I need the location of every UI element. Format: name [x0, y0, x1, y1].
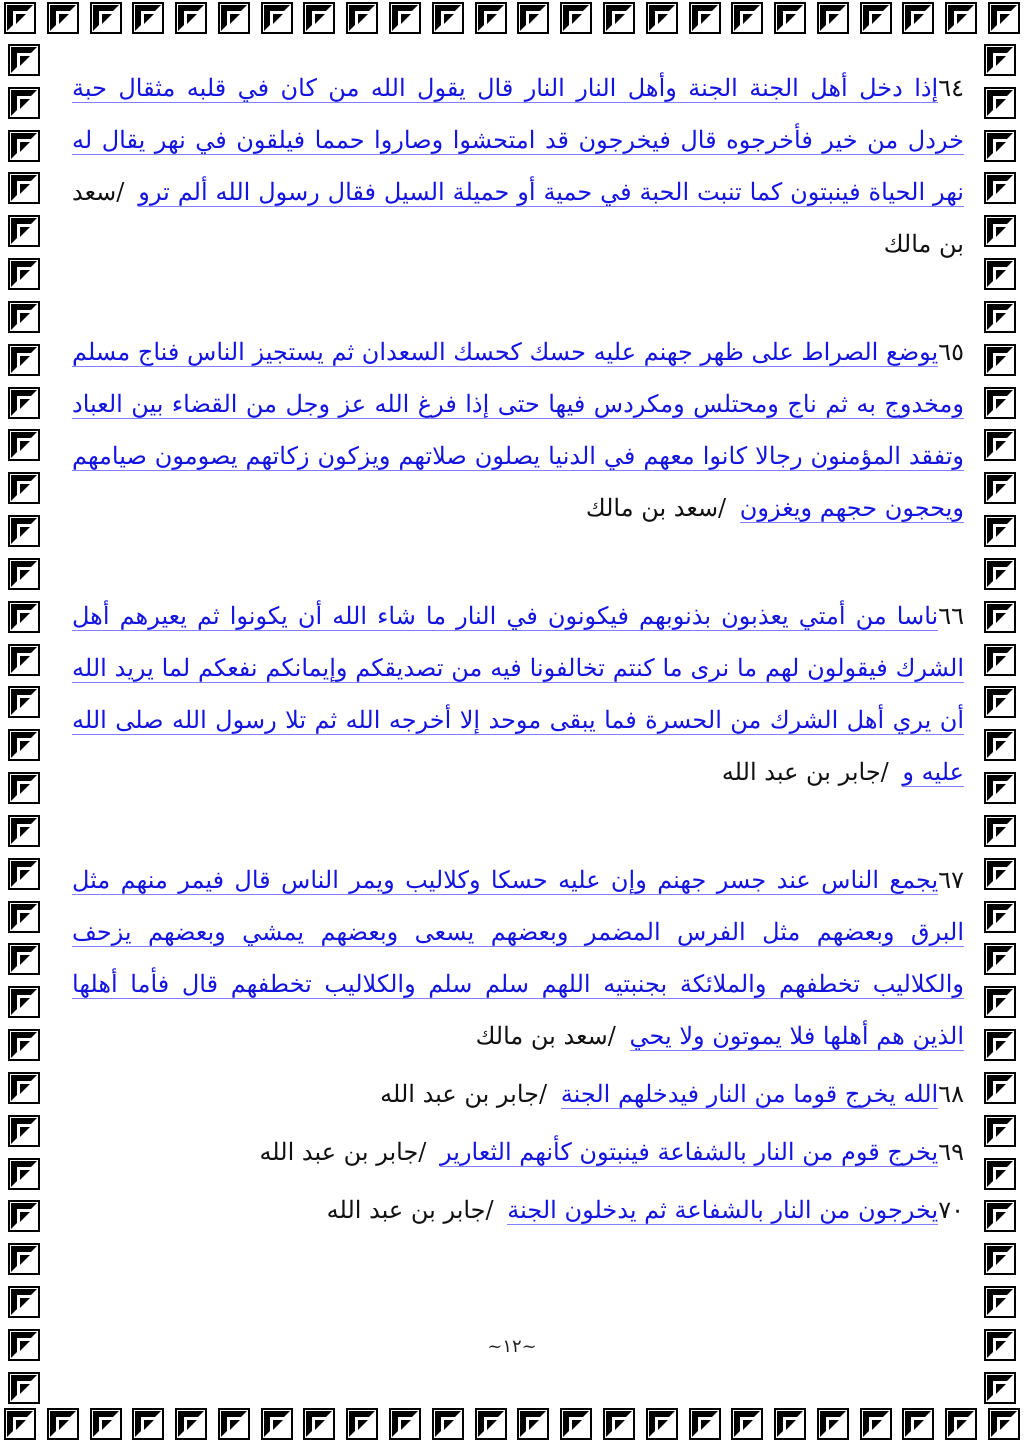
border-tile	[218, 1408, 250, 1440]
border-tile	[603, 1408, 635, 1440]
border-tile	[984, 429, 1016, 461]
border-tile	[346, 1408, 378, 1440]
border-tile	[389, 2, 421, 34]
border-tile	[945, 1408, 977, 1440]
border-tile	[90, 1408, 122, 1440]
hadith-67	[72, 854, 964, 1062]
border-tile	[774, 1408, 806, 1440]
border-tile	[984, 1115, 1016, 1147]
border-tile	[860, 2, 892, 34]
border-tile	[432, 1408, 464, 1440]
hadith-text: يجمع الناس عند جسر جهنم وإن عليه حسكا وكلاليب ويمر الناس قال فيمر منهم مثل البرق وبعضهم مثل الفرس المضمر وبعضهم يسعى وبعضهم يمشي وبعضهم يزحف والكلاليب تخطفهم والملائكة بجنبتيه اللهم سلم سلم والكلاليب تخطفهم قال فأما أهلها الذين هم أهلها فلا يموتون ولا يحي	[72, 866, 964, 1050]
border-tile	[8, 344, 40, 376]
border-tile	[90, 2, 122, 34]
border-tile	[774, 2, 806, 34]
border-tile	[984, 87, 1016, 119]
border-tile	[8, 1158, 40, 1190]
hadith-68	[72, 1068, 964, 1120]
border-tile	[984, 943, 1016, 975]
border-tile	[689, 1408, 721, 1440]
border-tile	[346, 2, 378, 34]
border-tile	[8, 44, 40, 76]
border-tile	[389, 1408, 421, 1440]
hadith-69	[72, 1126, 964, 1178]
border-tile	[175, 1408, 207, 1440]
border-tile	[984, 858, 1016, 890]
hadith-64	[72, 62, 964, 270]
border-tile	[517, 2, 549, 34]
hadith-number: ٧٠	[938, 1196, 964, 1224]
border-tile	[984, 901, 1016, 933]
hadith-number: ٦٤	[938, 74, 964, 102]
page-number: ~١٢~	[487, 1336, 537, 1357]
border-tile	[261, 1408, 293, 1440]
border-tile	[475, 1408, 507, 1440]
border-tile	[8, 387, 40, 419]
border-tile	[218, 2, 250, 34]
border-tile	[689, 2, 721, 34]
border-tile	[8, 1072, 40, 1104]
border-tile	[432, 2, 464, 34]
border-tile	[8, 729, 40, 761]
border-tile	[984, 986, 1016, 1018]
border-tile	[984, 172, 1016, 204]
border-tile	[8, 1243, 40, 1275]
hadith-narrator: /سعد بن مالك	[72, 178, 964, 258]
border-tile	[8, 130, 40, 162]
border-tile	[4, 1408, 36, 1440]
hadith-text: إذا دخل أهل الجنة الجنة وأهل النار النار قال يقول الله من كان في قلبه مثقال حبة خردل من خير فأخرجوه قال فيخرجون قد امتحشوا وصاروا حمما فيلقون في نهر يقال له نهر الحياة فينبتون كما تنبت الحبة في حمية أو حميلة السيل فقال رسول الله ألم ترو	[72, 74, 964, 206]
border-tile	[8, 215, 40, 247]
hadith-70	[72, 1184, 964, 1236]
hadith-text: يخرج قوم من النار بالشفاعة فينبتون كأنهم الثعارير	[440, 1138, 939, 1166]
border-tile	[860, 1408, 892, 1440]
border-tile	[984, 644, 1016, 676]
border-tile	[475, 2, 507, 34]
border-tile	[984, 1029, 1016, 1061]
border-tile	[303, 2, 335, 34]
border-tile	[984, 686, 1016, 718]
bottom-border	[0, 1408, 1024, 1448]
border-tile	[984, 1286, 1016, 1318]
border-tile	[8, 943, 40, 975]
border-tile	[984, 472, 1016, 504]
border-tile	[945, 2, 977, 34]
border-tile	[646, 2, 678, 34]
top-border	[0, 2, 1024, 42]
hadith-number: ٦٧	[938, 866, 964, 894]
hadith-number: ٦٨	[938, 1080, 964, 1108]
border-tile	[8, 1286, 40, 1318]
hadith-narrator: /سعد بن مالك	[475, 1022, 616, 1050]
hadith-narrator: /سعد بن مالك	[585, 494, 727, 522]
hadith-text: يخرجون من النار بالشفاعة ثم يدخلون الجنة	[507, 1196, 939, 1224]
border-tile	[984, 1243, 1016, 1275]
border-tile	[984, 130, 1016, 162]
border-tile	[902, 2, 934, 34]
border-tile	[984, 815, 1016, 847]
border-tile	[8, 558, 40, 590]
border-tile	[8, 901, 40, 933]
border-tile	[603, 2, 635, 34]
border-tile	[8, 1372, 40, 1404]
hadith-text: الله يخرج قوما من النار فيدخلهم الجنة	[560, 1080, 939, 1108]
border-tile	[132, 1408, 164, 1440]
border-tile	[984, 729, 1016, 761]
border-tile	[984, 1200, 1016, 1232]
border-tile	[984, 772, 1016, 804]
border-tile	[8, 258, 40, 290]
right-border	[980, 44, 1020, 1404]
border-tile	[984, 1158, 1016, 1190]
hadith-number: ٦٦	[938, 602, 964, 630]
hadith-text: ناسا من أمتي يعذبون بذنوبهم فيكونون في النار ما شاء الله أن يكونوا ثم يعيرهم أهل الشرك فيقولون لهم ما نرى ما كنتم تخالفونا فيه من تصديقكم وإيمانكم نفعكم لما يريد الله أن يري أهل الشرك من الحسرة فما يبقى موحد إلا أخرجه الله ثم تلا رسول الله صلى الله عليه و	[72, 602, 964, 786]
border-tile	[988, 2, 1020, 34]
border-tile	[731, 2, 763, 34]
border-tile	[902, 1408, 934, 1440]
border-tile	[984, 301, 1016, 333]
border-tile	[560, 1408, 592, 1440]
border-tile	[175, 2, 207, 34]
border-tile	[984, 601, 1016, 633]
hadith-number: ٦٥	[938, 338, 964, 366]
border-tile	[8, 772, 40, 804]
border-tile	[8, 601, 40, 633]
border-tile	[731, 1408, 763, 1440]
border-tile	[646, 1408, 678, 1440]
border-tile	[984, 258, 1016, 290]
border-tile	[984, 1372, 1016, 1404]
border-tile	[984, 515, 1016, 547]
hadith-66	[72, 590, 964, 798]
hadith-narrator: /جابر بن عبد الله	[326, 1196, 494, 1224]
border-tile	[8, 858, 40, 890]
border-tile	[8, 301, 40, 333]
border-tile	[8, 1029, 40, 1061]
hadith-narrator: /جابر بن عبد الله	[721, 758, 889, 786]
border-tile	[8, 644, 40, 676]
border-tile	[517, 1408, 549, 1440]
border-tile	[261, 2, 293, 34]
border-tile	[47, 1408, 79, 1440]
border-tile	[984, 215, 1016, 247]
border-tile	[984, 344, 1016, 376]
hadith-page	[72, 62, 964, 1392]
border-tile	[8, 172, 40, 204]
border-tile	[8, 87, 40, 119]
border-tile	[817, 2, 849, 34]
border-tile	[817, 1408, 849, 1440]
border-tile	[8, 472, 40, 504]
border-tile	[8, 1200, 40, 1232]
border-tile	[8, 515, 40, 547]
border-tile	[303, 1408, 335, 1440]
hadith-text: يوضع الصراط على ظهر جهنم عليه حسك كحسك السعدان ثم يستجيز الناس فناج مسلم ومخدوج به ثم ناج ومحتلس ومكردس فيها حتى إذا فرغ الله عز وجل من القضاء بين العباد وتفقد المؤمنون رجالا كانوا معهم في الدنيا يصلون صلاتهم ويزكون زكاتهم يصومون صيامهم ويحجون حجهم ويغزون	[72, 338, 964, 522]
hadith-narrator: /جابر بن عبد الله	[259, 1138, 427, 1166]
border-tile	[8, 986, 40, 1018]
border-tile	[8, 429, 40, 461]
hadith-65	[72, 326, 964, 534]
border-tile	[988, 1408, 1020, 1440]
border-tile	[560, 2, 592, 34]
border-tile	[4, 2, 36, 34]
border-tile	[984, 44, 1016, 76]
border-tile	[47, 2, 79, 34]
hadith-number: ٦٩	[938, 1138, 964, 1166]
left-border	[4, 44, 44, 1404]
border-tile	[984, 558, 1016, 590]
border-tile	[8, 686, 40, 718]
border-tile	[132, 2, 164, 34]
border-tile	[8, 815, 40, 847]
border-tile	[984, 387, 1016, 419]
border-tile	[984, 1072, 1016, 1104]
hadith-narrator: /جابر بن عبد الله	[380, 1080, 548, 1108]
border-tile	[8, 1115, 40, 1147]
